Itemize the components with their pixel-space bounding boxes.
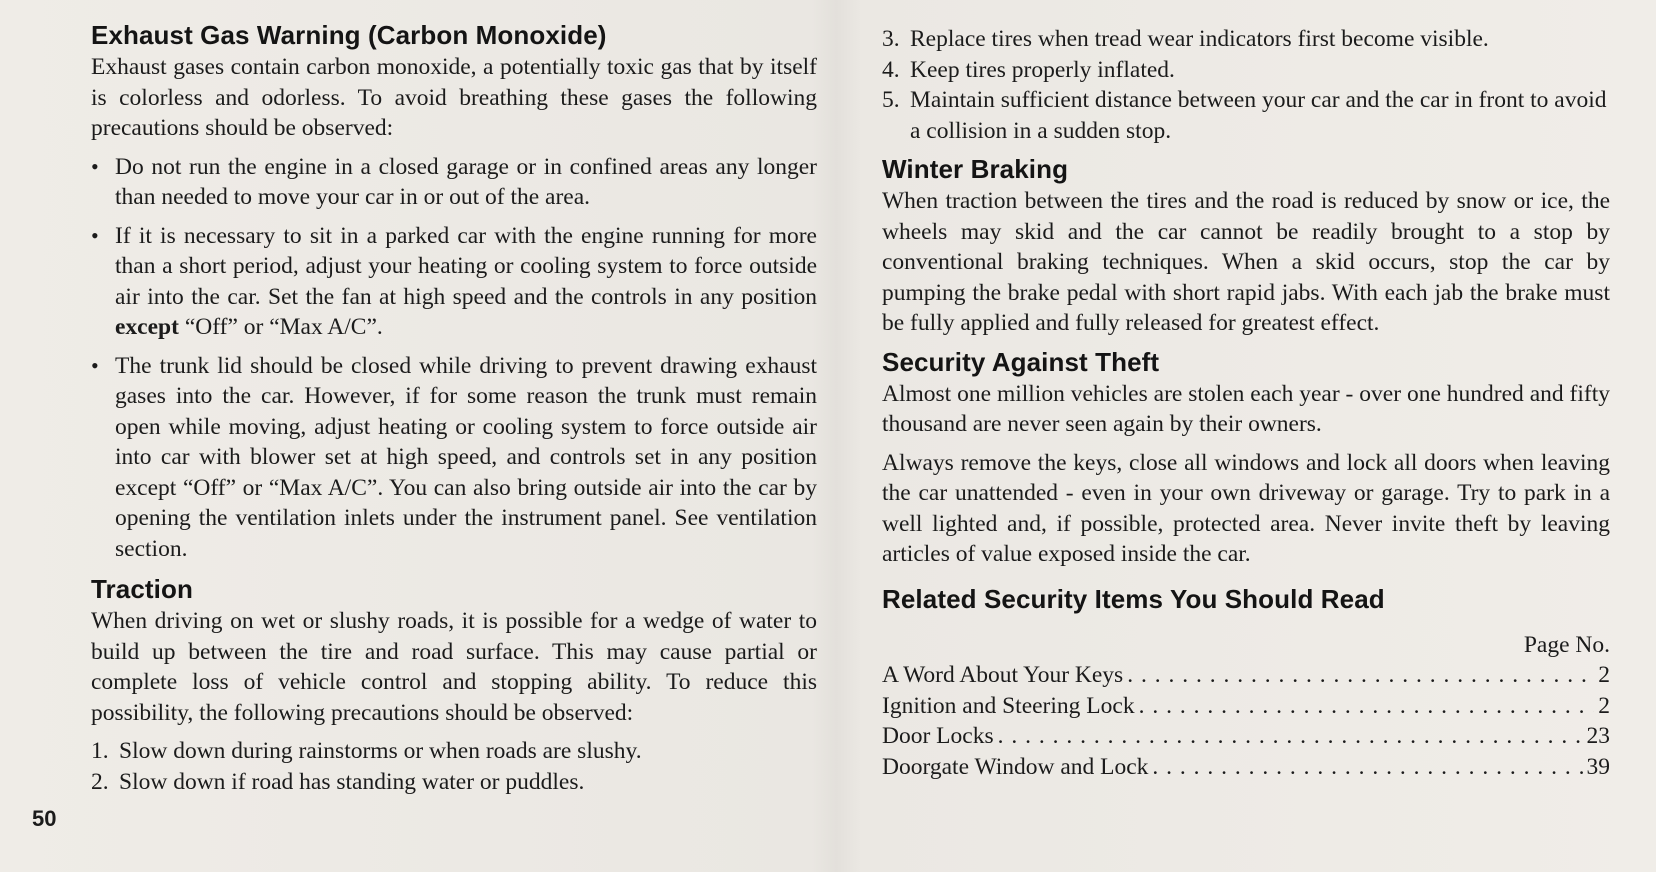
winter-braking-body: When traction between the tires and the road is reduced by snow or ice, the wheels may skid and the car cannot be readily brought to a stop by conventional braking techniques. When a skid occurs, stop the car by pumping the brake pedal with short rapid jabs. With each jab the brake must be fully applied and fully released for greatest effect. (882, 188, 1610, 336)
traction-steps-continued (882, 24, 1610, 146)
exhaust-bullet-2-pre: If it is necessary to sit in a parked car with the engine running for more than a short period, adjust your heating or cooling system to force outside air into the car. Set the fan at high speed and the controls in any position (115, 222, 817, 310)
step-text: Keep tires properly inflated. (910, 56, 1175, 83)
related-items-list (882, 660, 1610, 782)
winter-braking-heading: Winter Braking (882, 154, 1069, 184)
exhaust-intro: Exhaust gases contain carbon monoxide, a potentially toxic gas that by itself is colorless and odorless. To avoid breathing these gases the following precautions should be observed: (91, 54, 817, 141)
right-column (882, 18, 1610, 782)
security-heading: Security Against Theft (882, 346, 1160, 377)
related-items-heading: Related Security Items You Should Read (882, 583, 1385, 614)
related-item-title: Ignition and Steering Lock (882, 692, 1135, 719)
related-item (882, 691, 1610, 722)
related-item (882, 721, 1610, 752)
left-column (91, 18, 817, 797)
exhaust-heading: Exhaust Gas Warning (Carbon Monoxide) (91, 20, 607, 50)
related-item-title: Door Locks (882, 723, 994, 749)
step-number: 1. (91, 738, 109, 764)
related-item (882, 660, 1610, 691)
exhaust-bullet-2 (91, 221, 817, 343)
related-item-title: Doorgate Window and Lock (882, 753, 1149, 780)
related-item-page: 2 (1598, 662, 1610, 688)
traction-step-3 (882, 24, 1610, 55)
traction-heading: Traction (91, 574, 193, 604)
exhaust-bullet-3: • The trunk lid should be closed while driving to prevent drawing exhaust gases into the car. However, if for some reason the trunk must remain open while moving, adjust heating or cooling system to force outside air into car with blower set at high speed, and controls set in any position except “Off” or “Max A/C”. You can also bring outside air into the car by opening the ventilation inlets under the instrument panel. See ventilation section. (91, 351, 817, 565)
related-item-page: 39 (1586, 753, 1610, 780)
step-text: Maintain sufficient distance between your car and the car in front to avoid a collision in a sudden stop. (910, 87, 1607, 144)
step-number: 3. (882, 26, 900, 52)
dot-leader (1152, 752, 1582, 783)
step-number: 5. (882, 87, 900, 113)
page-number: 50 (32, 806, 57, 831)
related-item-title: A Word About Your Keys (882, 662, 1124, 688)
dot-leader (1127, 660, 1594, 691)
page-no-label: Page No. (1523, 631, 1610, 658)
exhaust-bullet-1: • Do not run the engine in a closed garage or in confined areas any longer than needed to move your car in or out of the area. (91, 152, 817, 213)
step-text: Slow down if road has standing water or puddles. (119, 768, 585, 795)
dot-leader (1139, 691, 1595, 722)
related-item-page: 2 (1598, 692, 1610, 719)
traction-step-1 (91, 736, 817, 767)
traction-step-5 (882, 85, 1610, 146)
traction-step-4 (882, 55, 1610, 86)
traction-steps (91, 736, 817, 797)
traction-step-2 (91, 767, 817, 798)
step-number: 4. (882, 56, 900, 83)
step-text: Replace tires when tread wear indicators first become visible. (910, 26, 1489, 52)
except-emphasis: except (115, 314, 179, 340)
exhaust-precautions (91, 152, 817, 565)
exhaust-bullet-2-post: “Off” or “Max A/C”. (184, 314, 383, 340)
step-text: Slow down during rainstorms or when roads are slushy. (119, 738, 642, 764)
security-paragraph-1: Almost one million vehicles are stolen each year - over one hundred and fifty thousand are never seen again by their owners. (882, 380, 1610, 437)
related-item (882, 752, 1610, 783)
dot-leader (998, 721, 1583, 752)
related-item-page: 23 (1586, 723, 1610, 749)
step-number: 2. (91, 768, 109, 795)
traction-intro: When driving on wet or slushy roads, it is possible for a wedge of water to build up between the tire and road surface. This may cause partial or complete loss of vehicle control and stopping ability. To reduce this possibility, the following precautions should be observed: (91, 608, 817, 726)
security-paragraph-2: Always remove the keys, close all windows and lock all doors when leaving the car unattended - even in your own driveway or garage. Try to park in a well lighted and, if possible, protected area. Never invite theft by leaving articles of value exposed inside the car. (882, 449, 1610, 567)
